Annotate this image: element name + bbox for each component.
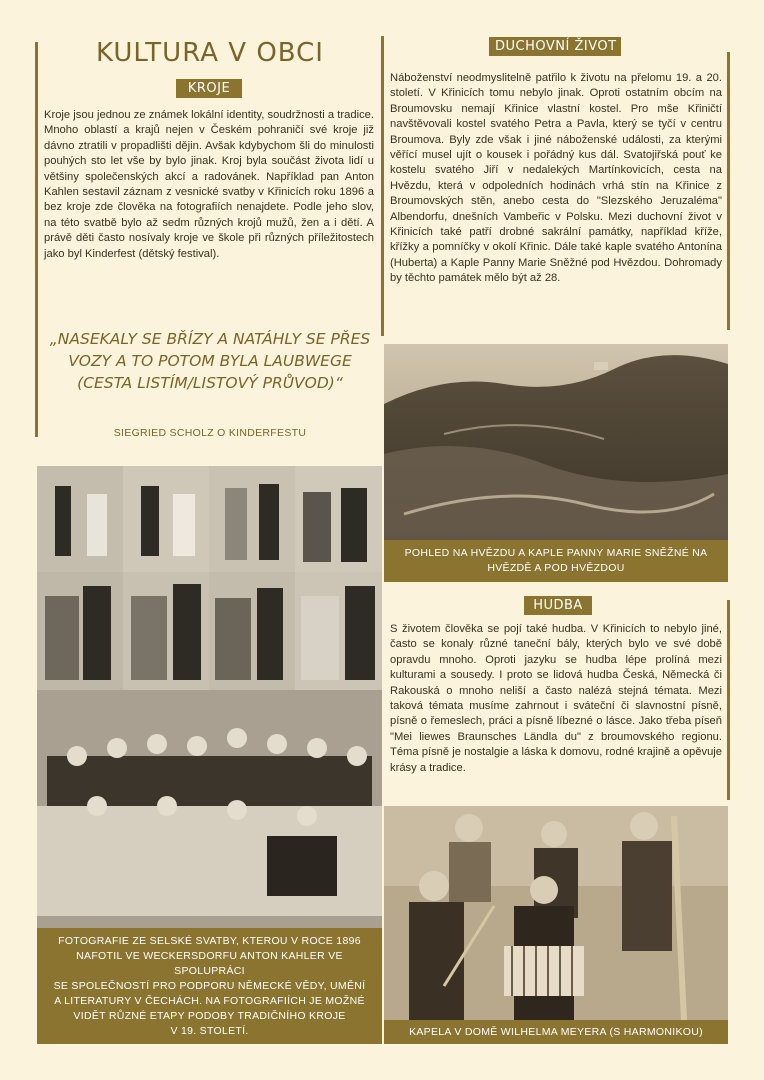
band-photo-image bbox=[384, 806, 728, 1020]
right-accent-line-top bbox=[727, 52, 730, 330]
band-caption-line-1: KAPELA V DOMĚ WILHELMA MEYERA (S HARMONIKOU) bbox=[409, 1025, 703, 1038]
quote-author: SIEGRIED SCHOLZ O KINDERFESTU bbox=[113, 427, 307, 439]
duchovni-text: Náboženství neodmyslitelně patřilo k životu na přelomu 19. a 20. století. V Křinicích tomu nebylo jinak. Oproti ostatním obcím na Broumovsku nemají Křinice vlastní kostel. Pro mše Křiničtí navštěvovali kostel svatého Petra a Pavla, který se tyčí v centru Broumova. Byly zde však i jiné náboženské události, za kterými věřící musel ujít o kousek i pořádný kus dál. Svatojiřská pouť ke kostelu svatého Jiří v nedalekých Martínkovicích, cesta na Hvězdu, která v odpoledních hodinách vrhá stín na Křinice z Broumovských stěn, anebo cesta do "Slezského Jeruzaléma" Albendorfu, dnešních Vambeřic v Polsku. Mezi duchovní život v Křinicích také patří drobné sakrální památky, například kříže, křížky a pomníčky v okolí Křinic. Dále také kaple svatého Antonína (Huberta) a Kaple Panny Marie Sněžné pod Hvězdou. Dohromady by těchto památek mělo být až 28. bbox=[390, 72, 722, 285]
wedding-caption-line-2: NAFOTIL VE WECKERSDORFU ANTON KAHLER VE SPOLUPRÁCI bbox=[76, 949, 343, 977]
wedding-caption-line-6: V 19. STOLETÍ. bbox=[170, 1024, 249, 1037]
section-tag-duchovni-zivot: DUCHOVNÍ ŽIVOT bbox=[489, 37, 621, 56]
landscape-caption-line-2: HVĚZDĚ A POD HVĚZDOU bbox=[487, 562, 625, 574]
section-tag-hudba: HUDBA bbox=[524, 596, 592, 615]
wedding-caption-line-4: A LITERATURY V ČECHÁCH. NA FOTOGRAFIÍCH JE MOŽNÉ bbox=[54, 994, 365, 1007]
band-photo bbox=[384, 806, 728, 1020]
quote-text: „NASEKALY SE BŘÍZY A NATÁHLY SE PŘES VOZY A TO POTOM BYLA LAUBWEGE (CESTA LISTÍM/LISTOVÝ PRŮVOD)“ bbox=[49, 330, 371, 392]
wedding-photo-collage bbox=[37, 466, 382, 928]
section-tag-kroje: KROJE bbox=[176, 79, 242, 98]
page-title: KULTURA V OBCI bbox=[96, 38, 324, 68]
wedding-caption-line-5: VIDĚT RŮZNÉ ETAPY PODOBY TRADIČNÍHO KROJE bbox=[73, 1009, 346, 1022]
middle-accent-line bbox=[381, 36, 384, 336]
landscape-caption-line-1: POHLED NA HVĚZDU A KAPLE PANNY MARIE SNĚŽNÉ NA bbox=[404, 547, 708, 559]
left-accent-line bbox=[35, 42, 38, 437]
landscape-photo bbox=[384, 344, 728, 540]
band-caption bbox=[384, 1020, 728, 1044]
right-accent-line-bottom bbox=[727, 600, 730, 800]
landscape-caption bbox=[384, 540, 728, 582]
wedding-photo-image bbox=[37, 466, 382, 928]
landscape-photo-image bbox=[384, 344, 728, 540]
hudba-text: S životem člověka se pojí také hudba. V Křinicích to nebylo jiné, často se konaly různé taneční bály, kterých bylo ve své době opravdu mnoho. Oproti jazyku se hudba lépe prolíná mezi kulturami a sousedy. I proto se lidová hudba Česká, Německá či Rakouská o mnoho neliší a často nalézá stejná témata. Mezi taková témata musíme zahrnout i sváteční či slavnostní písně, písně o řemeslech, práci a písně líbezné o lásce. Jako třeba píseň "Mei liewes Braunsches Ländla du" z broumovského regionu. Téma písně je nostalgie a láska k domovu, rodné krajině a opěvuje krásy a tradice. bbox=[390, 623, 722, 774]
wedding-caption bbox=[37, 928, 382, 1044]
wedding-caption-line-1: FOTOGRAFIE ZE SELSKÉ SVATBY, KTEROU V ROCE 1896 bbox=[58, 934, 361, 947]
wedding-caption-line-3: SE SPOLEČNOSTÍ PRO PODPORU NĚMECKÉ VĚDY, UMĚNÍ bbox=[53, 979, 366, 992]
kroje-text: Kroje jsou jednou ze známek lokální identity, soudržnosti a tradice. Mnoho oblastí a krajů nejen v Českém pohraničí své kroje již dávno ztratili v propadlišti dějin. Avšak kdybychom šli do minulosti pouhých sto let vše by bylo jinak. Kroj byla součást života lidí u většiny společenských akcí a radovánek. Například pan Anton Kahlen sestavil záznam z vesnické svatby v Křinicích roku 1896 a bez kroje zde člověka na fotografiích nenajdete. Podle jeho slov, na této svatbě bylo až sedm různých krojů mužů, žen a i dětí. A právě děti často nosívaly kroje ve škole při různých příležitostech jako byl Kinderfest (dětský festival). bbox=[44, 109, 374, 260]
